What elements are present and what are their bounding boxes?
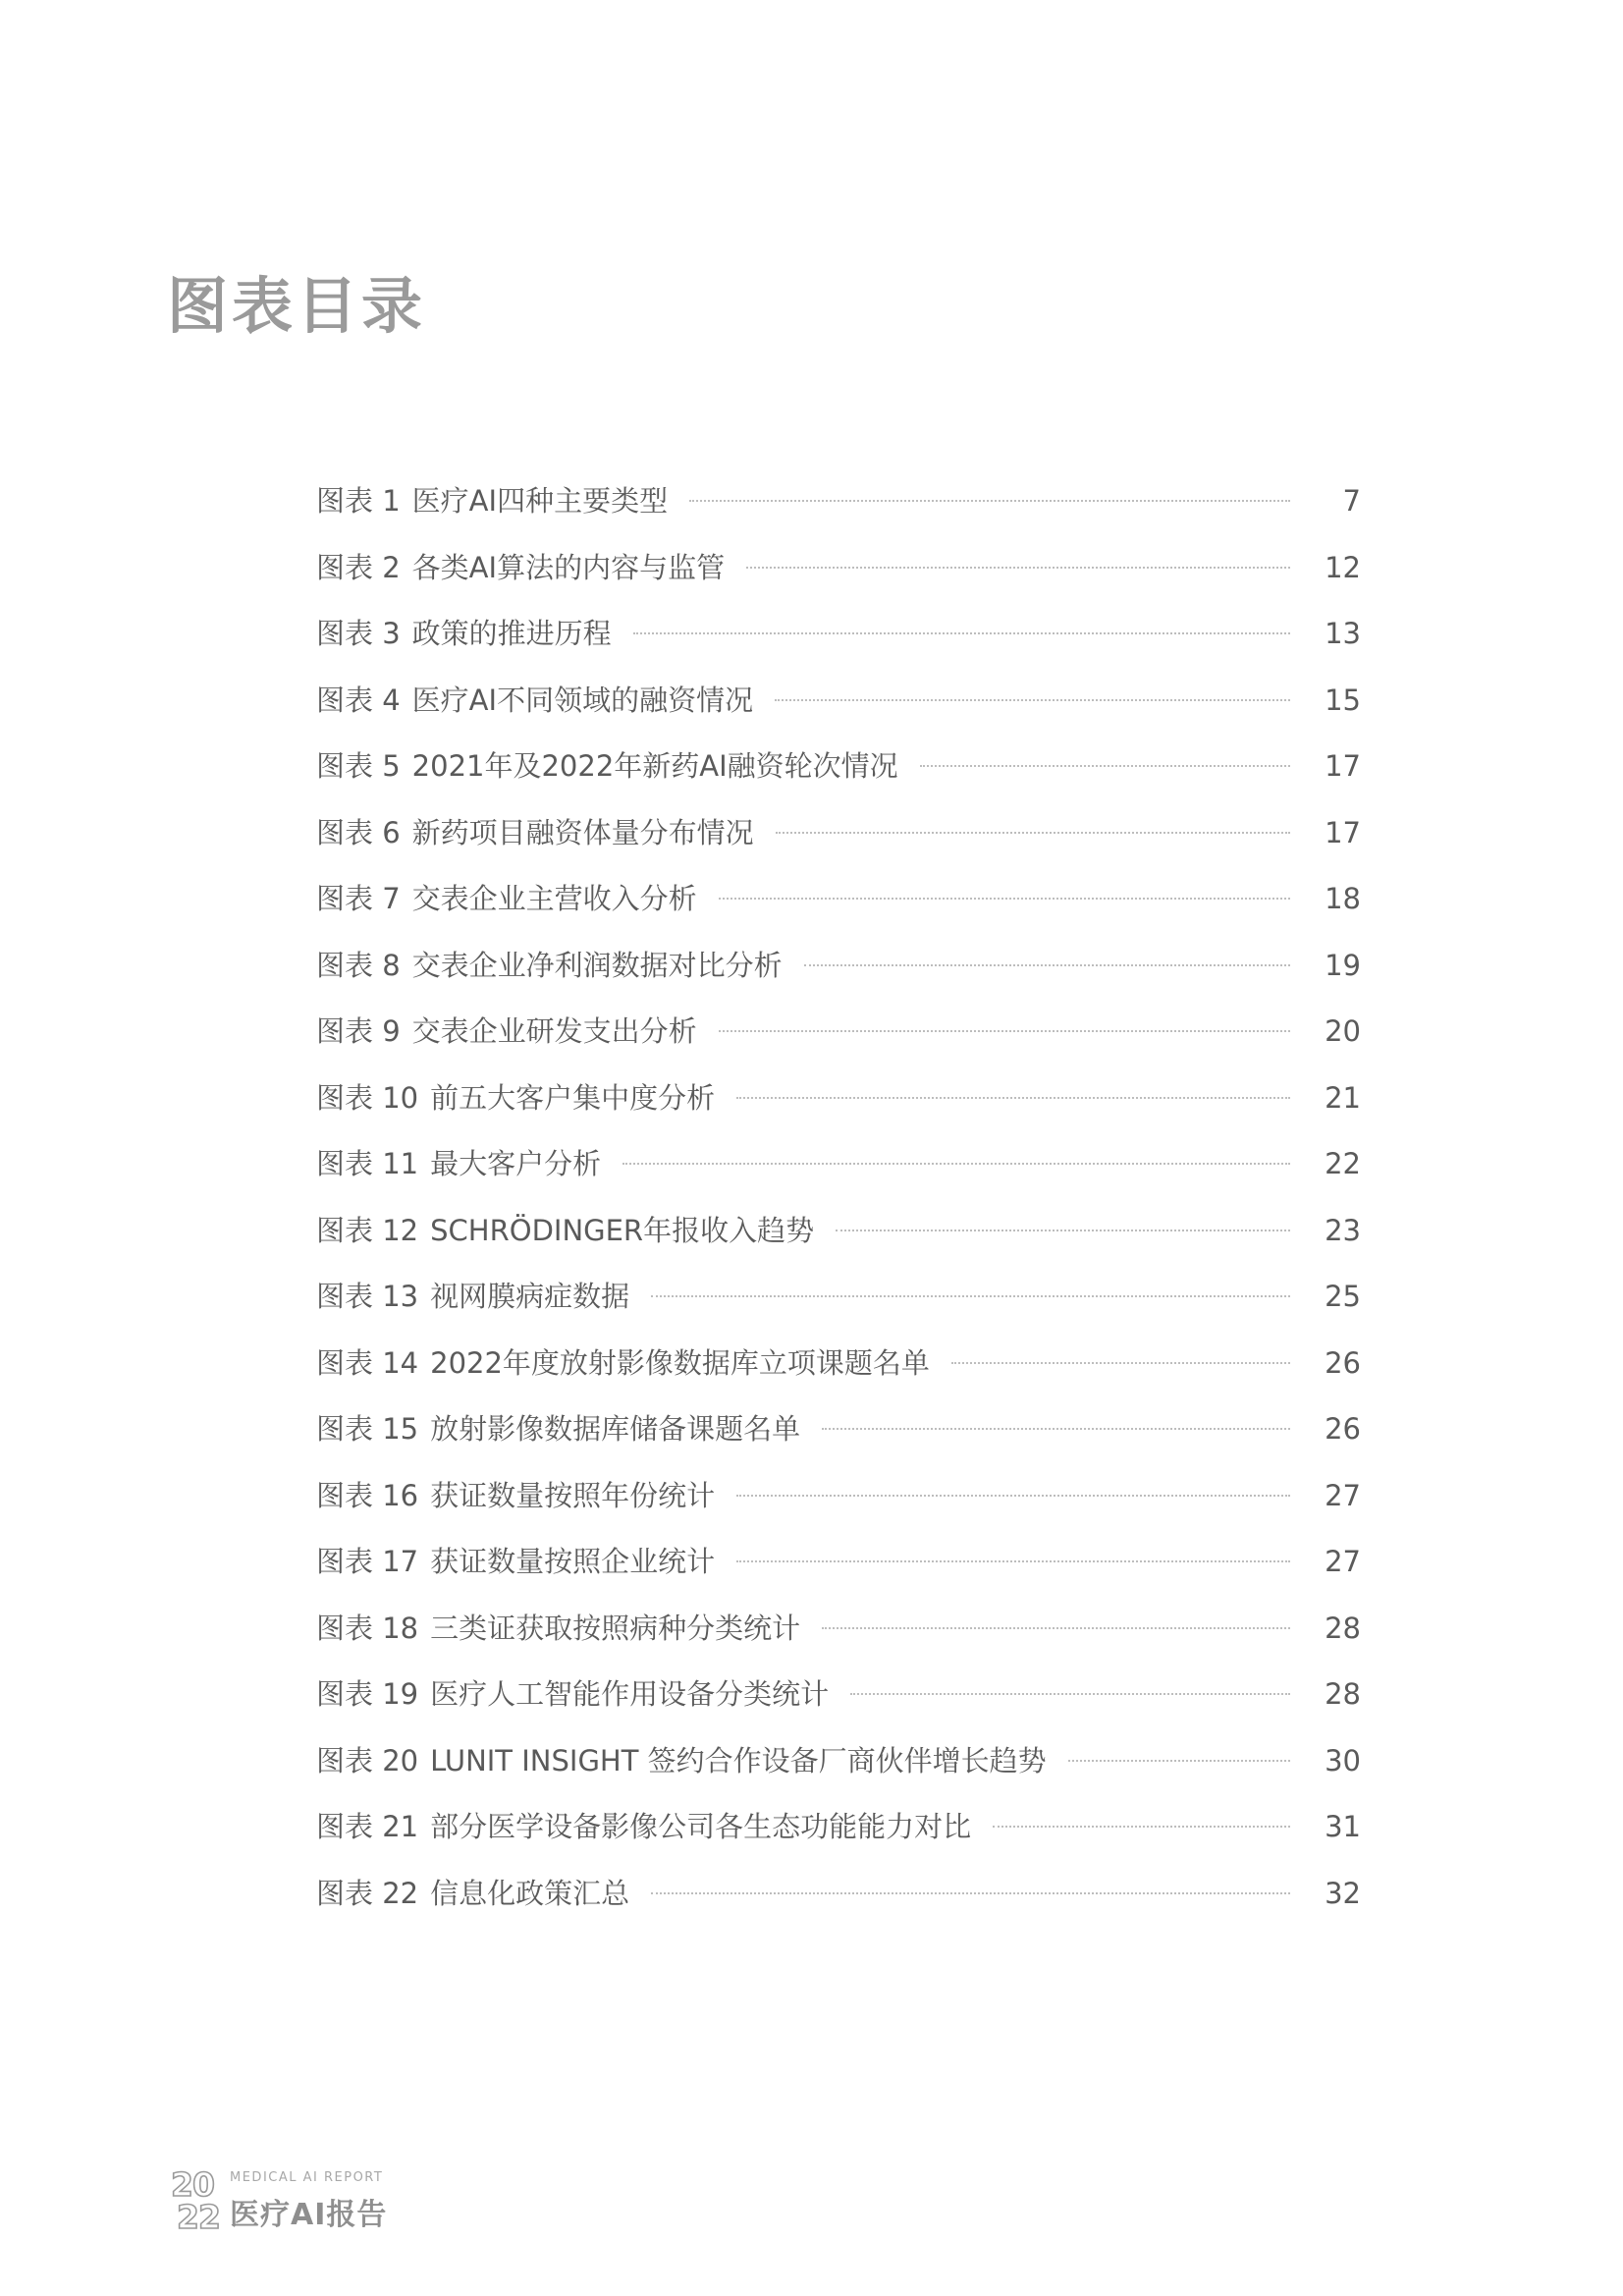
entry-page-number: 7	[1342, 484, 1361, 518]
entry-title: 医疗AI四种主要类型	[411, 484, 669, 518]
entry-label	[316, 1072, 715, 1123]
dot-leader	[736, 1560, 1290, 1562]
toc-entry[interactable]	[316, 608, 1361, 675]
entry-label	[316, 1735, 1047, 1786]
entry-page-number: 18	[1325, 882, 1361, 915]
dot-leader	[1068, 1760, 1290, 1762]
toc-entry[interactable]	[316, 1536, 1361, 1603]
entry-number: 图表 2	[316, 550, 401, 584]
entry-title: 交表企业净利润数据对比分析	[411, 948, 783, 982]
entry-title: 交表企业主营收入分析	[411, 882, 697, 915]
entry-page-number: 26	[1325, 1412, 1361, 1446]
dot-leader	[822, 1428, 1290, 1430]
entry-number: 图表 15	[316, 1412, 419, 1446]
toc-entry[interactable]	[316, 542, 1361, 609]
toc-entry[interactable]	[316, 873, 1361, 940]
entry-number: 图表 6	[316, 815, 401, 849]
entry-number: 图表 17	[316, 1545, 419, 1578]
dot-leader	[736, 1097, 1290, 1099]
entry-title: LUNIT INSIGHT 签约合作设备厂商伙伴增长趋势	[430, 1743, 1047, 1777]
dot-leader	[719, 1030, 1290, 1032]
entry-title: 前五大客户集中度分析	[430, 1080, 716, 1115]
dot-leader	[836, 1230, 1290, 1231]
dot-leader	[920, 765, 1290, 767]
dot-leader	[804, 964, 1290, 966]
entry-title: 部分医学设备影像公司各生态功能能力对比	[430, 1810, 972, 1843]
entry-label	[316, 675, 753, 726]
entry-title: 获证数量按照企业统计	[430, 1545, 716, 1578]
entry-number: 图表 9	[316, 1014, 401, 1048]
toc-entry[interactable]	[316, 1338, 1361, 1404]
entry-number: 图表 11	[316, 1147, 419, 1180]
entry-page-number: 17	[1325, 749, 1361, 783]
entry-number: 图表 21	[316, 1810, 419, 1843]
entry-number: 图表 4	[316, 683, 401, 717]
entry-label	[316, 1801, 971, 1852]
entry-label	[316, 1138, 601, 1189]
page-title: 图表目录	[167, 270, 427, 342]
entry-label	[316, 1668, 829, 1720]
entry-label	[316, 1868, 629, 1919]
dot-leader	[689, 500, 1290, 502]
dot-leader	[736, 1495, 1290, 1497]
entry-number: 图表 8	[316, 948, 401, 982]
entry-number: 图表 14	[316, 1345, 419, 1380]
toc-entry[interactable]	[316, 1668, 1361, 1735]
entry-label	[316, 1536, 715, 1587]
entry-label	[316, 1338, 930, 1389]
entry-title: 信息化政策汇总	[430, 1876, 630, 1910]
entry-page-number: 26	[1325, 1345, 1361, 1380]
entry-title: 交表企业研发支出分析	[411, 1014, 697, 1048]
entry-page-number: 13	[1325, 617, 1361, 650]
entry-page-number: 31	[1325, 1810, 1361, 1843]
entry-title: 医疗人工智能作用设备分类统计	[430, 1677, 830, 1711]
entry-title: 三类证获取按照病种分类统计	[430, 1611, 801, 1645]
toc-entry[interactable]	[316, 1735, 1361, 1802]
entry-title: 放射影像数据库储备课题名单	[430, 1412, 801, 1446]
toc-entry[interactable]	[316, 1868, 1361, 1935]
entry-label	[316, 740, 898, 792]
logo-year-top: 20	[171, 2165, 214, 2204]
entry-label	[316, 608, 612, 659]
dot-leader	[622, 1163, 1290, 1165]
toc-entry[interactable]	[316, 807, 1361, 874]
dot-leader	[993, 1826, 1290, 1828]
toc-entry[interactable]	[316, 1470, 1361, 1537]
entry-page-number: 27	[1325, 1478, 1361, 1512]
toc-entry[interactable]	[316, 1403, 1361, 1470]
entry-number: 图表 16	[316, 1478, 419, 1512]
toc-entry[interactable]	[316, 1205, 1361, 1272]
entry-page-number: 21	[1325, 1080, 1361, 1115]
entry-number: 图表 3	[316, 617, 401, 650]
dot-leader	[719, 898, 1290, 900]
entry-label	[316, 1271, 629, 1322]
entry-title: 政策的推进历程	[411, 617, 612, 650]
toc-entry[interactable]	[316, 740, 1361, 807]
entry-label	[316, 940, 783, 991]
entry-page-number: 25	[1325, 1280, 1361, 1313]
toc-entry[interactable]	[316, 475, 1361, 542]
entry-label	[316, 1403, 800, 1454]
entry-page-number: 28	[1325, 1611, 1361, 1645]
dot-leader	[633, 632, 1290, 634]
entry-label	[316, 1006, 697, 1057]
toc-list	[316, 475, 1361, 1934]
toc-entry[interactable]	[316, 1271, 1361, 1338]
entry-title: 最大客户分析	[430, 1147, 602, 1180]
year-logo-mark	[169, 2165, 226, 2237]
entry-number: 图表 10	[316, 1080, 419, 1115]
entry-label	[316, 807, 754, 858]
entry-page-number: 12	[1325, 550, 1361, 584]
toc-entry[interactable]	[316, 1006, 1361, 1072]
entry-title: 视网膜病症数据	[430, 1280, 630, 1313]
entry-page-number: 17	[1325, 815, 1361, 849]
toc-entry[interactable]	[316, 1138, 1361, 1205]
dot-leader	[651, 1892, 1290, 1894]
toc-entry[interactable]	[316, 675, 1361, 741]
entry-label	[316, 475, 668, 526]
entry-page-number: 23	[1325, 1213, 1361, 1247]
report-logo	[169, 2165, 405, 2237]
entry-title: 2022年度放射影像数据库立项课题名单	[430, 1345, 930, 1380]
dot-leader	[775, 699, 1290, 701]
entry-label	[316, 1205, 814, 1256]
entry-label	[316, 1470, 715, 1521]
entry-title: 医疗AI不同领域的融资情况	[411, 683, 754, 717]
toc-entry[interactable]	[316, 1072, 1361, 1139]
toc-entry[interactable]	[316, 1603, 1361, 1669]
entry-page-number: 28	[1325, 1677, 1361, 1711]
logo-report-name: 医疗AI报告	[230, 2198, 388, 2232]
dot-leader	[776, 832, 1290, 834]
entry-number: 图表 18	[316, 1611, 419, 1645]
entry-number: 图表 5	[316, 749, 401, 783]
entry-page-number: 19	[1325, 948, 1361, 982]
dot-leader	[850, 1693, 1290, 1695]
toc-entry[interactable]	[316, 1801, 1361, 1868]
entry-title: 2021年及2022年新药AI融资轮次情况	[411, 749, 898, 783]
dot-leader	[951, 1362, 1290, 1364]
dot-leader	[822, 1627, 1290, 1629]
entry-number: 图表 1	[316, 484, 401, 518]
entry-page-number: 30	[1325, 1743, 1361, 1777]
entry-label	[316, 873, 697, 924]
entry-label	[316, 542, 725, 593]
logo-year-bottom: 22	[177, 2198, 220, 2236]
entry-title: SCHRÖDINGER年报收入趋势	[430, 1213, 815, 1247]
dot-leader	[746, 567, 1290, 569]
entry-number: 图表 20	[316, 1743, 419, 1777]
entry-number: 图表 19	[316, 1677, 419, 1711]
dot-leader	[651, 1295, 1290, 1297]
entry-title: 获证数量按照年份统计	[430, 1478, 716, 1512]
logo-subtitle: MEDICAL AI REPORT	[230, 2170, 384, 2185]
toc-entry[interactable]	[316, 940, 1361, 1007]
entry-page-number: 32	[1325, 1876, 1361, 1910]
entry-number: 图表 13	[316, 1280, 419, 1313]
entry-page-number: 20	[1325, 1014, 1361, 1048]
entry-number: 图表 22	[316, 1876, 419, 1910]
entry-page-number: 27	[1325, 1545, 1361, 1578]
entry-number: 图表 7	[316, 882, 401, 915]
entry-page-number: 15	[1325, 683, 1361, 717]
entry-number: 图表 12	[316, 1213, 419, 1247]
entry-label	[316, 1603, 800, 1654]
entry-title: 新药项目融资体量分布情况	[411, 815, 754, 849]
entry-page-number: 22	[1325, 1147, 1361, 1180]
entry-title: 各类AI算法的内容与监管	[411, 550, 726, 584]
